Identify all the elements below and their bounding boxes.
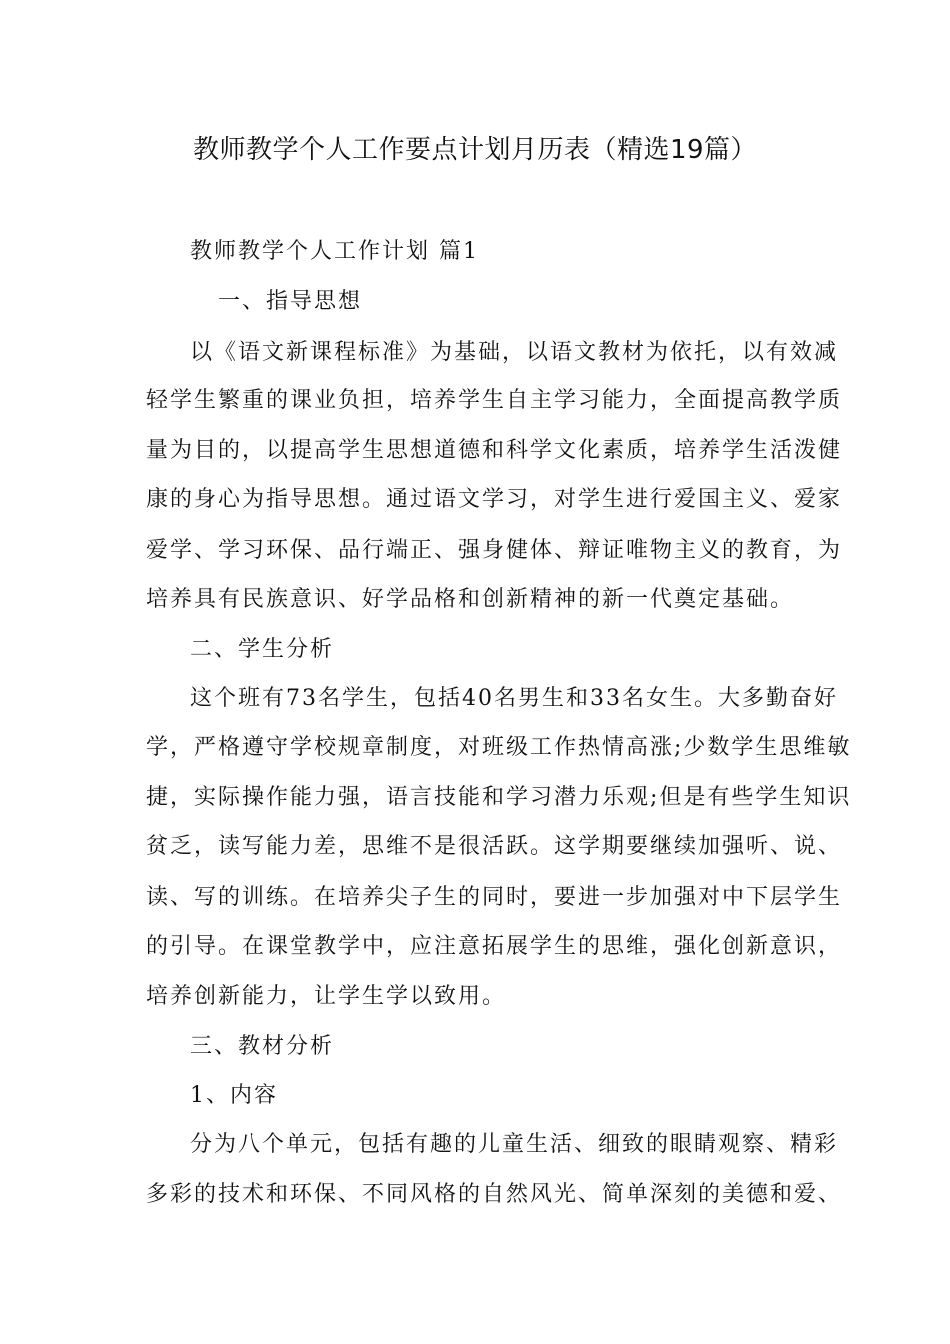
paragraph-line: 贫乏，读写能力差，思维不是很活跃。这学期要继续加强听、说、 (146, 834, 843, 859)
subheading: 二、学生分析 (190, 637, 335, 662)
paragraph-line: 多彩的技术和环保、不同风格的自然风光、简单深刻的美德和爱、 (146, 1182, 843, 1207)
subheading: 1、内容 (190, 1083, 278, 1108)
paragraph-line: 分为八个单元，包括有趣的儿童生活、细致的眼睛观察、精彩 (190, 1132, 839, 1157)
paragraph-line: 的引导。在课堂教学中，应注意拓展学生的思维，强化创新意识， (146, 934, 843, 959)
paragraph-line: 爱学、学习环保、品行端正、强身健体、辩证唯物主义的教育，为 (146, 538, 843, 563)
paragraph-line: 培养具有民族意识、好学品格和创新精神的新一代奠定基础。 (146, 587, 795, 612)
paragraph-line: 读、写的训练。在培养尖子生的同时，要进一步加强对中下层学生 (146, 885, 843, 910)
document-title: 教师教学个人工作要点计划月历表（精选19篇） (192, 135, 758, 165)
subheading: 三、教材分析 (190, 1034, 335, 1059)
paragraph-line: 康的身心为指导思想。通过语文学习，对学生进行爱国主义、爱家 (146, 487, 843, 512)
section-heading: 教师教学个人工作计划 篇1 (190, 239, 479, 264)
paragraph-line: 捷，实际操作能力强，语言技能和学习潜力乐观;但是有些学生知识 (146, 785, 852, 810)
subheading: 一、指导思想 (218, 289, 363, 314)
paragraph-line: 以《语文新课程标准》为基础，以语文教材为依托，以有效减 (190, 340, 839, 365)
paragraph-line: 学，严格遵守学校规章制度，对班级工作热情高涨;少数学生思维敏 (146, 735, 852, 760)
paragraph-line: 量为目的，以提高学生思想道德和科学文化素质，培养学生活泼健 (146, 438, 843, 463)
paragraph-line: 这个班有73名学生，包括40名男生和33名女生。大多勤奋好 (190, 686, 838, 711)
paragraph-line: 培养创新能力，让学生学以致用。 (146, 984, 507, 1009)
paragraph-line: 轻学生繁重的课业负担，培养学生自主学习能力，全面提高教学质 (146, 388, 843, 413)
